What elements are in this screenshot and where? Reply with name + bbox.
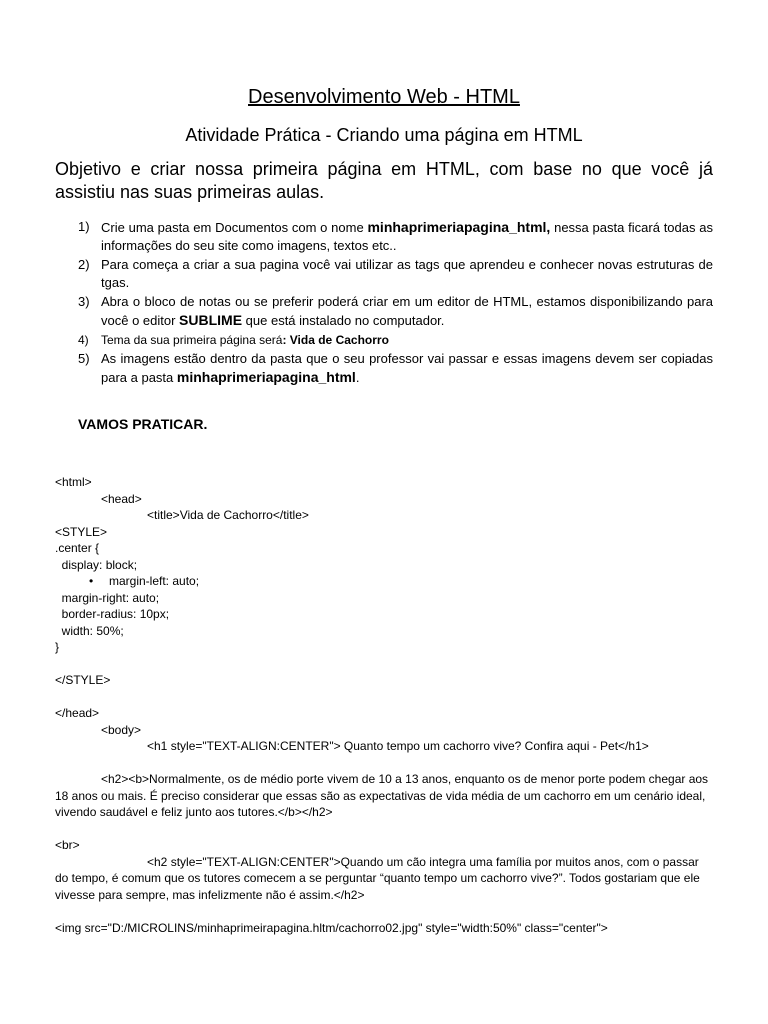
code-line (55, 573, 715, 590)
code-line: <title>Vida de Cachorro</title> (147, 508, 309, 522)
objective-paragraph: Objetivo e criar nossa primeira página em HTML, com base no que você já assistiu nas suas primeiras aulas. (55, 159, 713, 202)
list-item (55, 293, 713, 330)
step-text: que está instalado no computador. (242, 313, 445, 328)
code-line: <br> (55, 838, 80, 852)
code-line: <img src="D:/MICROLINS/minhaprimeirapagina.hltm/cachorro02.jpg" style="width:50%" class="center"> (55, 920, 608, 935)
step-text: nessa pasta ficará todas as informações do seu site como imagens, textos etc.. (101, 220, 714, 253)
step-number: 1) (78, 219, 90, 234)
code-line-text: margin-left: auto; (109, 574, 200, 588)
step-bold: : Vida de Cachorro (282, 333, 389, 347)
code-line: width: 50%; (55, 623, 124, 638)
step-number: 4) (78, 333, 89, 347)
code-line: <h1 style="TEXT-ALIGN:CENTER"> Quanto tempo um cachorro vive? Confira aqui - Pet</h1> (147, 739, 649, 753)
document-title: Desenvolvimento Web - HTML (248, 86, 520, 108)
code-line: display: block; (55, 557, 138, 572)
step-number: 2) (78, 257, 90, 272)
code-line: <h2 style="TEXT-ALIGN:CENTER">Quando um cão integra uma família por muitos anos, com o passar do tempo, é comum que os tutores comecem a se perguntar “quanto tempo um cachorro vive?”. Todos gostariam que ele vivesse para sempre, mas infelizmente não é assim.</h2> (55, 854, 700, 902)
bullet-icon: • (89, 574, 94, 588)
code-line: .center { (55, 541, 100, 555)
step-text: As imagens estão dentro da pasta que o seu professor vai passar e essas imagens devem ser copiadas para a pasta (101, 351, 713, 385)
step-bold: SUBLIME (179, 312, 243, 328)
blank-line (55, 755, 715, 772)
code-line: <head> (101, 491, 142, 506)
step-text: . (355, 370, 360, 385)
list-item (55, 256, 713, 292)
list-item (55, 331, 713, 349)
code-line: <html> (55, 475, 92, 489)
steps-list (55, 218, 713, 388)
blank-line (55, 821, 715, 838)
blank-line (55, 903, 715, 920)
step-text: Para começa a criar a sua pagina você vai utilizar as tags que aprendeu e conhecer novas estruturas de tgas. (101, 257, 713, 290)
code-line: border-radius: 10px; (55, 607, 170, 621)
code-line: <body> (101, 722, 142, 737)
list-item (55, 218, 713, 255)
step-bold: minhaprimeriapagina_html (176, 369, 356, 385)
blank-line (55, 689, 715, 706)
practice-heading: VAMOS PRATICAR. (78, 416, 208, 432)
step-text: Crie uma pasta em Documentos com o nome (101, 220, 368, 235)
code-line: <h2><b>Normalmente, os de médio porte vivem de 10 a 13 anos, enquanto os de menor porte podem chegar aos 18 anos ou mais. É preciso considerar que essas são as expectativas de vida média de um cachorro em um cenário ideal, vivendo saudável e feliz junto aos tutores.</b></h2> (55, 772, 709, 819)
step-number: 5) (78, 351, 90, 366)
document-subtitle: Atividade Prática - Criando uma página em HTML (185, 125, 583, 145)
blank-line (55, 656, 715, 673)
step-text: Abra o bloco de notas ou se preferir poderá criar em um editor de HTML, estamos disponibilizando para você o editor (101, 294, 713, 328)
code-line: margin-right: auto; (55, 590, 160, 605)
list-item (55, 350, 713, 387)
code-listing (55, 474, 715, 936)
step-bold: minhaprimeriapagina_html, (367, 219, 551, 235)
code-line: </STYLE> (55, 673, 111, 687)
code-line: <STYLE> (55, 524, 108, 539)
step-text: Tema da sua primeira página será (101, 333, 283, 347)
code-line: </head> (55, 706, 100, 720)
code-line: } (55, 640, 60, 654)
step-number: 3) (78, 294, 90, 309)
